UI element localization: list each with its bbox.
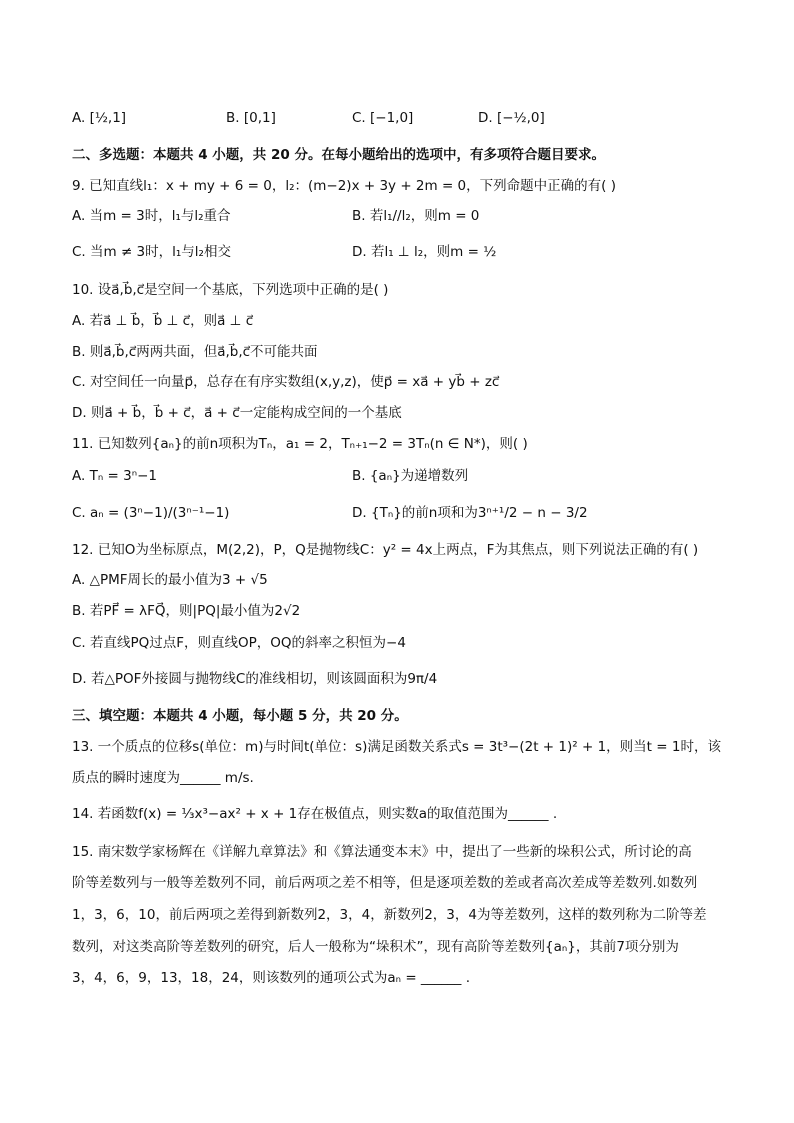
question-12-option-c: C. 若直线PQ过点F，则直线OP，OQ的斜率之积恒为−4 [72,635,406,651]
question-15-line-2: 阶等差数列与一般等差数列不同，前后两项之差不相等，但是逐项差数的差或者高次差成等差数列.如数列 [72,875,698,891]
question-12-option-d: D. 若△POF外接圆与抛物线C的准线相切，则该圆面积为9π/4 [72,671,438,687]
question-13-line-2: 质点的瞬时速度为______ m/s. [72,770,254,786]
question-10-stem: 10. 设a⃗,b⃗,c⃗是空间一个基底，下列选项中正确的是( ) [72,282,389,298]
question-9-option-c: C. 当m ≠ 3时，l₁与l₂相交 [72,244,231,260]
top-option-d: D. [−½,0] [478,110,545,126]
top-option-a: A. [½,1] [72,110,127,126]
question-11-option-b: B. {aₙ}为递增数列 [352,468,469,484]
question-10-option-b: B. 则a⃗,b⃗,c⃗两两共面，但a⃗,b⃗,c⃗不可能共面 [72,344,318,360]
section-multiple-choice-header: 二、多选题：本题共 4 小题，共 20 分。在每小题给出的选项中，有多项符合题目要求。 [72,147,605,163]
question-9-option-d: D. 若l₁ ⊥ l₂，则m = ½ [352,244,497,260]
question-12-option-a: A. △PMF周长的最小值为3 + √5 [72,572,268,588]
question-11-stem: 11. 已知数列{aₙ}的前n项积为Tₙ，a₁ = 2，Tₙ₊₁−2 = 3Tₙ(n ∈ N*)，则( ) [72,436,528,452]
question-13-line-1: 13. 一个质点的位移s(单位：m)与时间t(单位：s)满足函数关系式s = 3t³−(2t + 1)² + 1，则当t = 1时，该 [72,739,721,755]
question-12-option-b: B. 若PF⃗ = λFQ⃗，则|PQ|最小值为2√2 [72,603,301,619]
question-15-line-4: 数列，对这类高阶等差数列的研究，后人一般称为“垛积术”，现有高阶等差数列{aₙ}，其前7项分别为 [72,939,679,955]
question-9-option-b: B. 若l₁//l₂，则m = 0 [352,208,480,224]
question-9-stem: 9. 已知直线l₁：x + my + 6 = 0，l₂：(m−2)x + 3y + 2m = 0，下列命题中正确的有( ) [72,178,616,194]
question-15-line-5: 3，4，6，9，13，18，24，则该数列的通项公式为aₙ = ______ . [72,970,471,986]
top-option-b: B. [0,1] [226,110,276,126]
question-9-option-a: A. 当m = 3时，l₁与l₂重合 [72,208,231,224]
question-11-option-d: D. {Tₙ}的前n项和为3ⁿ⁺¹/2 − n − 3/2 [352,505,588,521]
question-10-option-c: C. 对空间任一向量p⃗，总存在有序实数组(x,y,z)，使p⃗ = xa⃗ + yb⃗ + zc⃗ [72,374,500,390]
top-option-c: C. [−1,0] [352,110,414,126]
section-fill-in-header: 三、填空题：本题共 4 小题，每小题 5 分，共 20 分。 [72,708,408,724]
question-11-option-a: A. Tₙ = 3ⁿ−1 [72,468,157,484]
question-11-option-c: C. aₙ = (3ⁿ−1)/(3ⁿ⁻¹−1) [72,505,230,521]
question-12-stem: 12. 已知O为坐标原点，M(2,2)，P，Q是抛物线C：y² = 4x上两点，F为其焦点，则下列说法正确的有( ) [72,542,699,558]
question-10-option-d: D. 则a⃗ + b⃗，b⃗ + c⃗，a⃗ + c⃗一定能构成空间的一个基底 [72,405,402,421]
question-14-line-1: 14. 若函数f(x) = ⅓x³−ax² + x + 1存在极值点，则实数a的取值范围为______ . [72,806,558,822]
question-15-line-3: 1，3，6，10，前后两项之差得到新数列2，3，4，新数列2，3，4为等差数列，这样的数列称为二阶等差 [72,907,707,923]
question-10-option-a: A. 若a⃗ ⊥ b⃗，b⃗ ⊥ c⃗，则a⃗ ⊥ c⃗ [72,313,254,329]
question-15-line-1: 15. 南宋数学家杨辉在《详解九章算法》和《算法通变本末》中，提出了一些新的垛积公式，所讨论的高 [72,844,692,860]
